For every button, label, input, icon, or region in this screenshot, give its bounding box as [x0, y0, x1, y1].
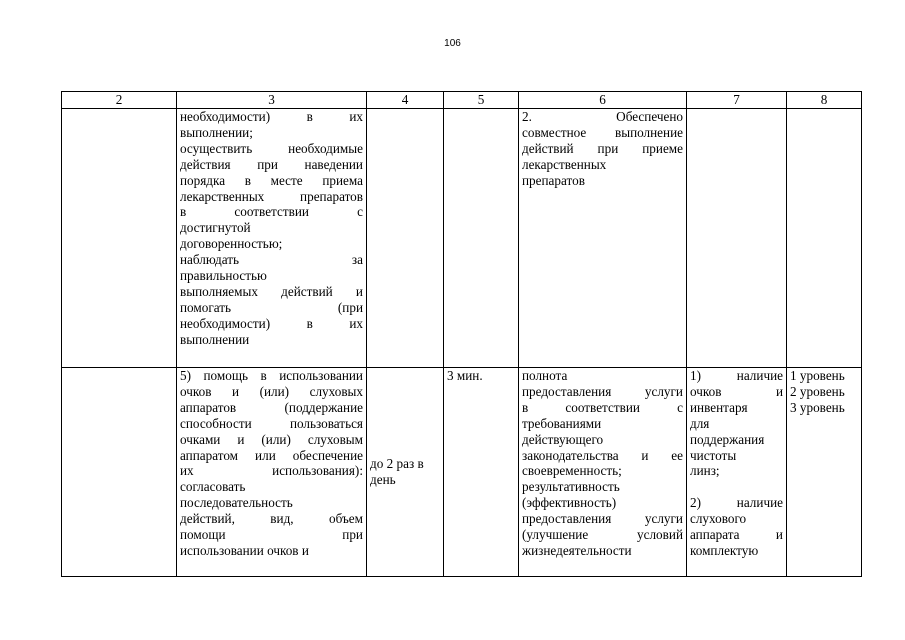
cell-line: их использования): — [180, 463, 363, 479]
cell-line: аппаратов (поддержание — [180, 399, 363, 415]
row2-col8-cell — [787, 368, 862, 577]
cell-line: предоставления услуги — [522, 383, 683, 399]
cell-line: жизнедеятельности — [522, 542, 632, 558]
row2-col5-text: 3 мин. — [447, 368, 483, 383]
cell-line: 3 уровень — [790, 399, 845, 415]
cell-line: достигнутой — [180, 220, 251, 236]
cell-line: своевременность; — [522, 463, 622, 479]
cell-line: в соответствии с — [180, 204, 363, 220]
row1-col2-cell — [62, 109, 177, 368]
column-header-8: 8 — [787, 92, 862, 109]
cell-line: в соответствии с — [522, 399, 683, 415]
row1-col3-cell — [177, 109, 367, 368]
cell-line: правильностью — [180, 268, 267, 284]
cell-line: чистоты — [690, 447, 737, 463]
cell-line: лекарственных — [522, 156, 607, 172]
row2-col4-cell — [367, 368, 444, 577]
cell-line: необходимости) в их — [180, 315, 363, 331]
cell-line: очков и (или) слуховых — [180, 383, 363, 399]
cell-line: результативность — [522, 479, 620, 495]
row2-col5-cell — [444, 368, 519, 577]
cell-line: слухового — [690, 511, 747, 527]
table-row — [62, 109, 862, 368]
cell-line: 2 уровень — [790, 383, 845, 399]
table-row — [62, 368, 862, 577]
cell-line: комплектую — [690, 542, 759, 558]
cell-line: день — [370, 472, 396, 487]
cell-line: для — [690, 415, 710, 431]
row2-col3-cell — [177, 368, 367, 577]
row2-col8-text — [790, 368, 858, 416]
cell-line — [690, 479, 783, 495]
cell-line: полнота — [522, 368, 568, 383]
cell-line: законодательства и ее — [522, 447, 683, 463]
column-header-6: 6 — [519, 92, 687, 109]
cell-line: 1) наличие — [690, 368, 783, 383]
row2-col7-text — [690, 368, 783, 559]
column-header-2: 2 — [62, 92, 177, 109]
cell-line: аппаратом или обеспечение — [180, 447, 363, 463]
row2-col6-text — [522, 368, 683, 559]
cell-line: (эффективность) — [522, 495, 617, 511]
column-header-5: 5 — [444, 92, 519, 109]
cell-line: 5) помощь в использовании — [180, 368, 363, 383]
header-row — [62, 92, 862, 109]
column-header-4: 4 — [367, 92, 444, 109]
cell-line: очками и (или) слуховым — [180, 431, 363, 447]
cell-line: линз; — [690, 463, 720, 479]
column-header-7: 7 — [687, 92, 787, 109]
cell-line: инвентаря — [690, 399, 748, 415]
row1-col7-cell — [687, 109, 787, 368]
row1-col8-cell — [787, 109, 862, 368]
cell-line: согласовать — [180, 479, 246, 495]
row2-col3-text — [180, 368, 363, 559]
cell-line: выполнении; — [180, 124, 253, 140]
cell-line: помощи при — [180, 527, 363, 543]
cell-line: последовательность — [180, 495, 293, 511]
cell-line: до 2 раз в — [370, 456, 424, 472]
cell-line: осуществить необходимые — [180, 140, 363, 156]
cell-line: совместное выполнение — [522, 124, 683, 140]
cell-line: выполнении — [180, 331, 250, 347]
row2-col6-cell — [519, 368, 687, 577]
cell-line: использовании очков и — [180, 542, 309, 558]
cell-line: поддержания — [690, 431, 765, 447]
cell-line: действий при приеме — [522, 140, 683, 156]
cell-line: 2. Обеспечено — [522, 109, 683, 124]
cell-line: выполняемых действий и — [180, 283, 363, 299]
cell-line: предоставления услуги — [522, 511, 683, 527]
cell-line: действий, вид, объем — [180, 511, 363, 527]
row2-col7-cell — [687, 368, 787, 577]
cell-line: 2) наличие — [690, 495, 783, 511]
cell-line: договоренностью; — [180, 236, 283, 252]
row2-col2-cell — [62, 368, 177, 577]
cell-line: действующего — [522, 431, 604, 447]
cell-line: 1 уровень — [790, 368, 845, 383]
row1-col3-text — [180, 109, 363, 348]
row2-col4-text — [370, 456, 440, 488]
cell-line: способности пользоваться — [180, 415, 363, 431]
page-number: 106 — [444, 38, 461, 49]
cell-line: необходимости) в их — [180, 109, 363, 124]
cell-line: (улучшение условий — [522, 527, 683, 543]
cell-line: требованиями — [522, 415, 602, 431]
row1-col5-cell — [444, 109, 519, 368]
cell-line: наблюдать за — [180, 252, 363, 268]
cell-line: аппарата и — [690, 527, 783, 543]
column-header-3: 3 — [177, 92, 367, 109]
cell-line: порядка в месте приема — [180, 172, 363, 188]
cell-line: помогать (при — [180, 299, 363, 315]
row1-col4-cell — [367, 109, 444, 368]
row1-col6-cell — [519, 109, 687, 368]
services-table — [61, 91, 862, 577]
row1-col6-text — [522, 109, 683, 189]
cell-line: очков и — [690, 383, 783, 399]
cell-line: действия при наведении — [180, 156, 363, 172]
cell-line: препаратов — [522, 172, 585, 188]
cell-line: лекарственных препаратов — [180, 188, 363, 204]
